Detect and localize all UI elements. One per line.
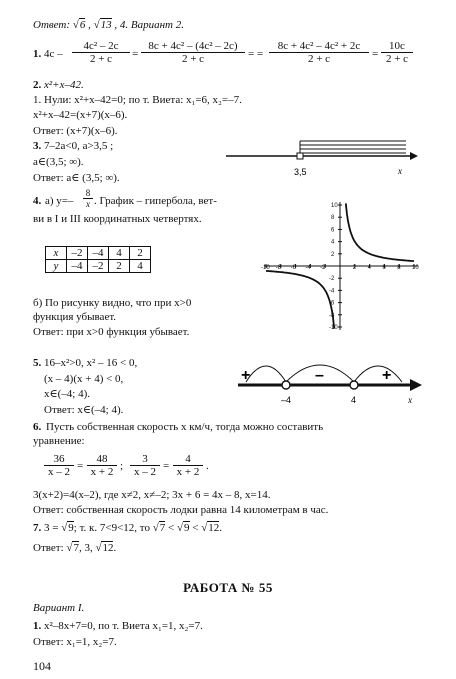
x-tick-label: -8 [275,265,282,271]
sqrt-radicand: 9 [68,522,74,534]
open-point-minus-4 [282,381,290,389]
denominator: 2 + c [307,53,331,65]
x-tick-label: -10 [261,265,270,271]
x-tick-label: 8 [397,265,401,271]
equals-signs: = = [248,48,264,60]
open-point-4 [350,381,358,389]
problem-2-line-2: x²+x–42=(x+7)(x–6). [33,109,128,121]
equals-sign: = [372,48,379,60]
y-tick-label: -6 [329,300,335,307]
denominator: x + 2 [176,466,200,478]
problem-5-expression: 16–x²>0, x² – 16 < 0, [44,357,138,369]
problem-1-number: 1. [33,48,42,60]
numerator: 8 [83,188,93,199]
problem-5-number: 5. [33,357,42,369]
point-label-minus-4: –4 [281,395,292,405]
fraction-4 [381,40,413,65]
text: , 3, [78,542,93,554]
hyperbola-branch-quadrant-1 [346,203,414,261]
fraction-2 [141,40,245,65]
problem-6-answer: Ответ: собственная скорость лодки равна 14 километрам в час. [33,504,329,516]
section-title: РАБОТА № 55 [183,580,273,595]
problem-2-answer: Ответ: (x+7)(x–6). [33,125,118,137]
problem-3-line-1: a∈(3,5; ∞). [33,156,84,168]
table-cell: –2 [67,247,88,260]
x-tick-label: -4 [305,265,311,271]
problem-4-line-1: ви в I и III координатных четвертях. [33,213,202,225]
separator: , [85,19,94,31]
y-tick-label: 4 [331,239,335,246]
equals-sign: = [132,48,139,60]
table-cell: 2 [130,247,151,260]
numerator: 8c + 4c² – (4c² – 2c) [141,40,245,53]
problem-2-expression: x²+x–42. [44,79,84,91]
sqrt-radicand: 12 [102,542,114,554]
problem-7-line: 7. 3 = √9; т. к. 7<9<12, то √7 < √9 < √12. [33,522,223,534]
table-cell: –4 [88,247,109,260]
problem-6-line-1: уравнение: [33,435,85,447]
answer-label: Ответ: [33,19,73,31]
problem-3-answer: Ответ: a∈ (3,5; ∞). [33,172,120,184]
axis-label-x: x [398,166,402,176]
work-problem-1 [33,620,203,633]
table-cell: –4 [67,260,88,273]
work-problem-1-answer: Ответ: x₁=1, x₂=7. [33,636,117,648]
problem-number: 1. [33,620,42,632]
y-tick-label: 8 [331,215,335,222]
sqrt-radicand: 12 [208,522,220,534]
text: 3 = [44,522,59,534]
y-tick-label: 10 [331,203,338,209]
problem-4-line-3: функция убывает. [33,311,117,323]
fraction-1 [72,40,130,65]
numerator: 4 [173,453,203,466]
x-tick-label: 4 [367,265,371,271]
less-than: < [192,522,199,534]
sqrt-radicand: 7 [73,542,79,554]
table-cell: 4 [109,247,130,260]
numerator: 48 [87,453,117,466]
y-tick-label: 2 [331,251,335,258]
number-line-2 [232,352,424,412]
equals-sign: = [77,460,84,472]
problem-3-expression: 7–2a<0, a>3,5 ; [44,140,114,152]
numerator: 3 [130,453,160,466]
text: ; т. к. 7<9<12, то [73,522,150,534]
denominator: x [86,199,90,209]
problem-1-prefix: 4c – [44,48,63,60]
table-cell: 4 [130,260,151,273]
period: . [113,542,117,554]
denominator: x – 2 [48,466,70,478]
sqrt-sign: √ [72,19,79,31]
numerator: 36 [44,453,74,466]
fraction-4 [173,453,203,478]
equals-sign: = [163,460,170,472]
problem-2-line-1: 1. Нули: x²+x–42=0; по т. Виета: x₁=6, x₂=–7. [33,94,242,106]
hyperbola-branch-quadrant-3 [266,271,334,329]
number-line-1 [226,136,420,184]
less-than: < [168,522,175,534]
sqrt-radicand: 6 [79,19,86,31]
fraction-3 [269,40,369,65]
problem-4-prefix: a) y=– [45,195,74,207]
point-label: 3,5 [294,167,307,177]
sign-plus-left: + [241,367,251,384]
y-tick-label: -8 [329,312,335,319]
y-tick-label: 6 [331,227,335,234]
x-tick-label: 10 [412,265,419,271]
value-table [45,246,151,273]
answer-label: Ответ: [33,542,64,554]
numerator: 8c + 4c² – 4c² + 2c [269,40,369,53]
numerator: 10c [381,40,413,53]
sign-minus: – [315,367,324,384]
answer-tail: , 4. Вариант 2. [111,19,184,31]
denominator: 2 + c [181,53,205,65]
problem-4-line-2: б) По рисунку видно, что при x>0 [33,297,192,309]
y-tick-label: -2 [329,276,335,283]
fraction-3 [130,453,160,478]
table-row-y [46,260,151,273]
table-cell: –2 [88,260,109,273]
denominator: 2 + c [385,53,409,65]
table-header-y: y [46,260,67,273]
table-cell: 2 [109,260,130,273]
open-point-3-5 [297,153,303,159]
problem-6-line-2: 3(x+2)=4(x–2), где x≠2, x≠–2; 3x + 6 = 4x – 8, x=14. [33,489,271,501]
y-tick-label: -4 [329,288,335,295]
sqrt-radicand: 9 [184,522,190,534]
fraction-8-over-x [83,188,93,209]
page-number: 104 [33,659,51,673]
fraction-48 [87,453,117,478]
sqrt-sign: √ [93,19,100,31]
hyperbola-graph [262,200,422,332]
problem-3-number: 3. [33,140,42,152]
variant-heading: Вариант I. [33,602,85,614]
denominator: 2 + c [89,53,113,65]
problem-7-answer: Ответ: √7, 3, √12. [33,542,117,554]
fraction-36 [44,453,74,478]
problem-5-answer: Ответ: x∈(–4; 4). [44,404,124,416]
x-tick-label: 2 [352,265,357,271]
x-tick-label: -6 [290,265,296,271]
table-header-x: x [46,247,67,260]
problem-7-number: 7. [33,522,42,534]
y-tick-label: -10 [329,325,338,331]
answer-previous-line [33,19,184,32]
problem-6-line-0: Пусть собственная скорость x км/ч, тогда можно составить [46,421,324,433]
point-label-4: 4 [351,395,357,405]
period: . [219,522,223,534]
table-row-x [46,247,151,260]
problem-4-answer: Ответ: при x>0 функция убывает. [33,326,190,338]
problem-4-number: 4. [33,195,42,207]
period: . [206,460,209,472]
axis-label-x: x [408,395,412,405]
separator: ; [120,460,124,472]
problem-6-number: 6. [33,421,42,433]
sqrt-radicand: 7 [159,522,166,534]
problem-4-text: . График – гипербола, вет- [94,195,217,207]
numerator: 4c² – 2c [72,40,130,53]
sign-plus-right: + [382,367,392,384]
denominator: x + 2 [90,466,114,478]
text: x²–8x+7=0, по т. Виета x₁=1, x₂=7. [44,620,203,632]
x-tick-label: -2 [320,265,326,271]
x-tick-label: 6 [382,265,386,271]
problem-5-line-2: x∈(–4; 4). [44,388,91,400]
denominator: x – 2 [134,466,156,478]
problem-2-number: 2. [33,79,42,91]
problem-5-line-1: (x – 4)(x + 4) < 0, [44,373,124,385]
sqrt-radicand: 13 [100,19,112,31]
